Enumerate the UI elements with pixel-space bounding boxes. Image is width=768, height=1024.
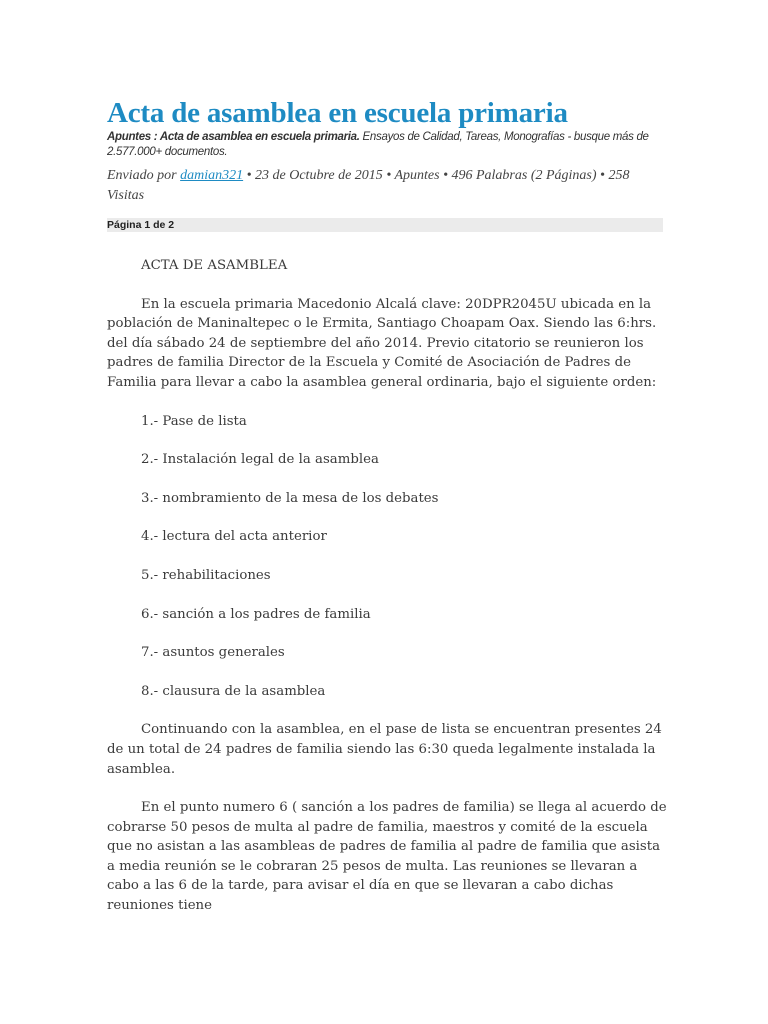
meta-bullet: • — [439, 168, 452, 183]
meta-bullet: • — [596, 168, 609, 183]
page-title: Acta de asamblea en escuela primaria — [107, 97, 568, 129]
agenda-item: 1.- Pase de lista — [141, 413, 247, 429]
meta-visits: 258 Visitas — [107, 168, 630, 203]
breadcrumb-doc-title: Acta de asamblea en escuela primaria. — [159, 131, 360, 143]
breadcrumb — [107, 130, 667, 160]
intro-paragraph: En la escuela primaria Macedonio Alcalá clave: 20DPR2045U ubicada en la población de Maninaltepec o le Ermita, Santiago Choapam Oax. Siendo las 6:hrs. del día sábado 24 de septiembre del año 2014. Previo citatorio se reunieron los padres de familia Director de la Escuela y Comité de Asociación de Padres de Familia para llevar a cabo la asamblea general ordinaria, bajo el siguiente orden: — [107, 296, 657, 390]
meta-category: Apuntes — [394, 168, 440, 183]
agenda-item: 7.- asuntos generales — [141, 645, 285, 661]
meta-date: 23 de Octubre de 2015 — [255, 168, 383, 183]
agenda-item: 6.- sanción a los padres de familia — [141, 606, 371, 622]
meta-bullet: • — [243, 168, 256, 183]
document-heading: ACTA DE ASAMBLEA — [141, 258, 288, 273]
agenda-item: 5.- rehabilitaciones — [141, 567, 271, 583]
body-paragraph: Continuando con la asamblea, en el pase de lista se encuentran presentes 24 de un total de 24 padres de familia siendo las 6:30 queda legalmente instalada la asamblea. — [107, 722, 662, 777]
agenda-item: 4.- lectura del acta anterior — [141, 529, 327, 545]
agenda-item: 2.- Instalación legal de la asamblea — [141, 452, 379, 468]
document-meta — [107, 166, 667, 206]
breadcrumb-category-link[interactable]: Apuntes — [107, 131, 151, 143]
document-body — [107, 256, 667, 916]
author-link[interactable]: damian321 — [180, 168, 244, 183]
header-area — [107, 96, 667, 232]
page-indicator: Página 1 de 2 — [107, 218, 663, 232]
agenda-item: 8.- clausura de la asamblea — [141, 683, 326, 699]
meta-words: 496 Palabras (2 Páginas) — [451, 168, 597, 183]
breadcrumb-separator: : — [150, 131, 160, 143]
sent-by-label: Enviado por — [107, 168, 177, 183]
body-paragraph: En el punto numero 6 ( sanción a los padres de familia) se llega al acuerdo de cobrarse 50 pesos de multa al padre de familia, maestros y comité de la escuela que no asistan a las asambleas de padres de familia al padre de familia que asista a media reunión se le cobraran 25 pesos de multa. Las reuniones se llevaran a cabo a las 6 de la tarde, para avisar el día en que se llevaran a cabo dichas reuniones tiene — [107, 800, 667, 914]
meta-bullet: • — [382, 168, 395, 183]
agenda-item: 3.- nombramiento de la mesa de los debates — [141, 490, 439, 506]
breadcrumb-suffix: Ensayos de Calidad, Tareas, Monografías - busque más de 2.577.000+ documentos. — [107, 131, 649, 158]
